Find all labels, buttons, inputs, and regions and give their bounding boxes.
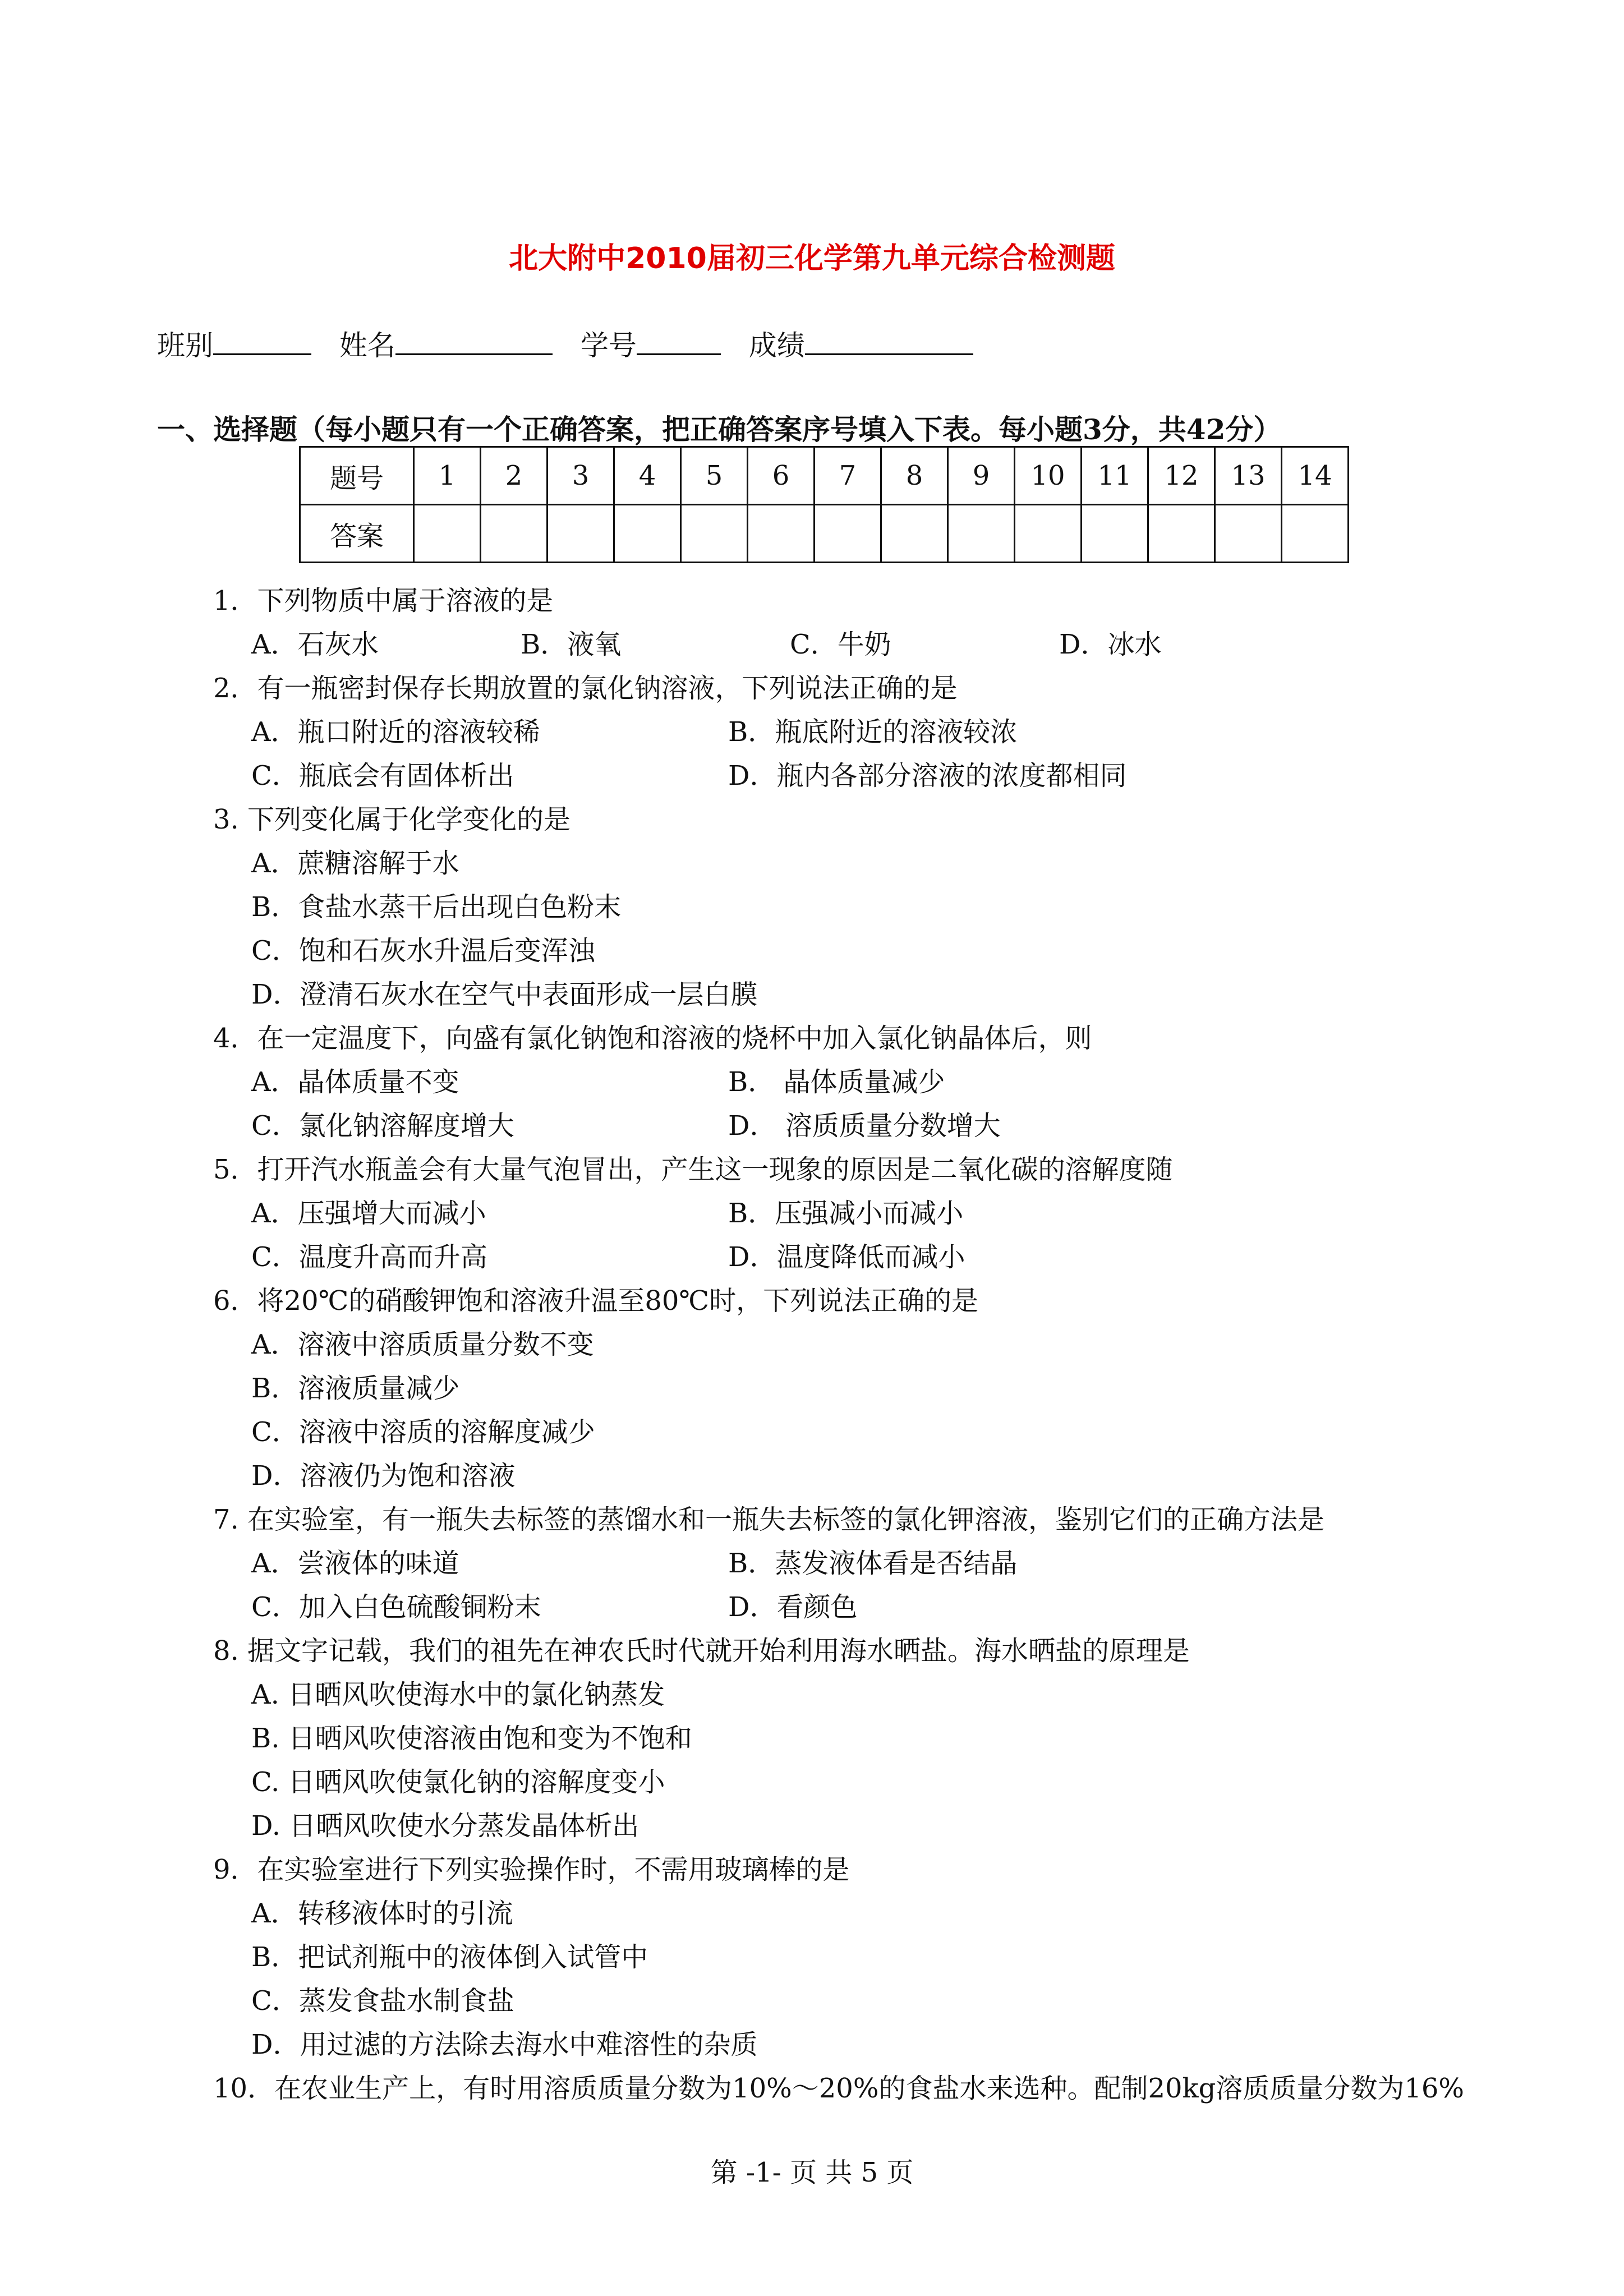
answer-label: 答案 <box>300 505 414 563</box>
question-stem: 2．有一瓶密封保存长期放置的氯化钠溶液，下列说法正确的是 <box>213 673 958 704</box>
name-blank[interactable] <box>395 326 553 355</box>
option-row <box>213 754 1503 798</box>
answer-option: A．压强增大而减小 <box>251 1198 486 1229</box>
answer-option: A．转移液体时的引流 <box>251 1898 513 1929</box>
answer-option: D．瓶内各部分溶液的浓度都相同 <box>728 760 1127 792</box>
answer-row <box>300 505 1349 563</box>
answer-option: D． 溶质质量分数增大 <box>728 1110 1001 1142</box>
answer-option: D．澄清石灰水在空气中表面形成一层白膜 <box>251 979 758 1010</box>
answer-option: D．冰水 <box>1059 629 1162 660</box>
answer-cell[interactable] <box>614 505 681 563</box>
answer-option: B．瓶底附近的溶液较浓 <box>728 716 1018 748</box>
question-stem: 3. 下列变化属于化学变化的是 <box>213 804 571 835</box>
answer-option: D．温度降低而减小 <box>728 1241 965 1273</box>
answer-option: C．温度升高而升高 <box>251 1241 487 1273</box>
option-row <box>213 1585 1503 1629</box>
answer-cell[interactable] <box>481 505 548 563</box>
class-blank[interactable] <box>213 326 311 355</box>
question-number-cell: 7 <box>815 447 881 505</box>
score-blank[interactable] <box>805 326 973 355</box>
answer-cell[interactable] <box>815 505 881 563</box>
answer-option: C．瓶底会有固体析出 <box>251 760 514 792</box>
answer-cell[interactable] <box>1148 505 1215 563</box>
answer-option: D．用过滤的方法除去海水中难溶性的杂质 <box>251 2029 758 2060</box>
question-number-cell: 1 <box>414 447 481 505</box>
question-stem: 6．将20℃的硝酸钾饱和溶液升温至80℃时，下列说法正确的是 <box>213 1285 979 1317</box>
answer-option: A. 日晒风吹使海水中的氯化钠蒸发 <box>251 1679 665 1710</box>
answer-option: B．食盐水蒸干后出现白色粉末 <box>251 891 622 923</box>
answer-option: C．蒸发食盐水制食盐 <box>251 1985 514 2017</box>
question-number-cell: 2 <box>481 447 548 505</box>
question-number-cell: 11 <box>1082 447 1148 505</box>
answer-cell[interactable] <box>1015 505 1082 563</box>
answer-option: B．液氧 <box>521 629 622 660</box>
option-row <box>213 1191 1503 1235</box>
page-footer: 第 -1- 页 共 5 页 <box>710 2157 914 2188</box>
answer-cell[interactable] <box>881 505 948 563</box>
answer-cell[interactable] <box>748 505 815 563</box>
answer-option: D．溶液仍为饱和溶液 <box>251 1460 516 1492</box>
question-stem: 4．在一定温度下，向盛有氯化钠饱和溶液的烧杯中加入氯化钠晶体后，则 <box>213 1023 1092 1054</box>
question-stem: 10．在农业生产上，有时用溶质质量分数为10%～20%的食盐水来选种。配制20kg溶质质量分数为16% <box>213 2073 1465 2104</box>
answer-option: B．压强减小而减小 <box>728 1198 964 1229</box>
question-number-cell: 8 <box>881 447 948 505</box>
question-number-cell: 10 <box>1015 447 1082 505</box>
answer-option: B．蒸发液体看是否结晶 <box>728 1548 1018 1579</box>
answer-option: C．氯化钠溶解度增大 <box>251 1110 514 1142</box>
answer-option: C．溶液中溶质的溶解度减少 <box>251 1416 595 1448</box>
answer-option: D．看颜色 <box>728 1591 858 1623</box>
answer-option: A．蔗糖溶解于水 <box>251 848 459 879</box>
question-number-cell: 9 <box>948 447 1015 505</box>
question-stem: 8. 据文字记载，我们的祖先在神农氏时代就开始利用海水晒盐。海水晒盐的原理是 <box>213 1635 1190 1667</box>
answer-cell[interactable] <box>414 505 481 563</box>
answer-cell[interactable] <box>948 505 1015 563</box>
answer-option: A．尝液体的味道 <box>251 1548 459 1579</box>
option-row <box>213 1060 1503 1104</box>
answer-cell[interactable] <box>1282 505 1349 563</box>
answer-cell[interactable] <box>681 505 748 563</box>
question-number-cell: 13 <box>1215 447 1282 505</box>
answer-option: B．把试剂瓶中的液体倒入试管中 <box>251 1941 648 1973</box>
answer-cell[interactable] <box>548 505 614 563</box>
question-number-row <box>300 447 1349 505</box>
answer-option: B．溶液质量减少 <box>251 1373 460 1404</box>
question-number-label: 题号 <box>300 447 414 505</box>
answer-option: A．石灰水 <box>251 629 379 660</box>
question-number-cell: 3 <box>548 447 614 505</box>
student-number-blank[interactable] <box>637 326 721 355</box>
question-stem: 9．在实验室进行下列实验操作时，不需用玻璃棒的是 <box>213 1854 850 1885</box>
question-list <box>213 579 1503 2110</box>
answer-option: B. 日晒风吹使溶液由饱和变为不饱和 <box>251 1723 692 1754</box>
question-stem: 1．下列物质中属于溶液的是 <box>213 585 554 616</box>
student-number-label: 学号 <box>580 329 637 362</box>
question-number-cell: 14 <box>1282 447 1349 505</box>
question-number-cell: 6 <box>748 447 815 505</box>
answer-cell[interactable] <box>1215 505 1282 563</box>
option-row <box>213 1542 1503 1585</box>
answer-cell[interactable] <box>1082 505 1148 563</box>
section-heading: 一、选择题（每小题只有一个正确答案，把正确答案序号填入下表。每小题3分，共42分） <box>157 413 1282 446</box>
name-label: 姓名 <box>339 329 395 362</box>
option-row <box>213 1104 1503 1148</box>
answer-table <box>299 446 1349 563</box>
answer-option: C. 日晒风吹使氯化钠的溶解度变小 <box>251 1766 665 1798</box>
answer-option: D. 日晒风吹使水分蒸发晶体析出 <box>251 1810 640 1842</box>
answer-option: A．瓶口附近的溶液较稀 <box>251 716 540 748</box>
page-title: 北大附中2010届初三化学第九单元综合检测题 <box>509 242 1115 275</box>
question-number-cell: 12 <box>1148 447 1215 505</box>
option-row <box>213 1235 1503 1279</box>
answer-option: A．晶体质量不变 <box>251 1066 459 1098</box>
student-info-line <box>157 323 992 364</box>
answer-option: C．加入白色硫酸铜粉末 <box>251 1591 541 1623</box>
option-row <box>213 623 1503 666</box>
score-label: 成绩 <box>748 329 805 362</box>
question-stem: 7. 在实验室，有一瓶失去标签的蒸馏水和一瓶失去标签的氯化钾溶液，鉴别它们的正确方法是 <box>213 1504 1325 1535</box>
question-stem: 5．打开汽水瓶盖会有大量气泡冒出，产生这一现象的原因是二氧化碳的溶解度随 <box>213 1154 1173 1185</box>
class-label: 班别 <box>157 329 213 362</box>
answer-option: C．饱和石灰水升温后变浑浊 <box>251 935 595 967</box>
answer-option: C．牛奶 <box>790 629 891 660</box>
answer-option: B． 晶体质量减少 <box>728 1066 945 1098</box>
question-number-cell: 5 <box>681 447 748 505</box>
option-row <box>213 710 1503 754</box>
answer-option: A．溶液中溶质质量分数不变 <box>251 1329 594 1360</box>
question-number-cell: 4 <box>614 447 681 505</box>
